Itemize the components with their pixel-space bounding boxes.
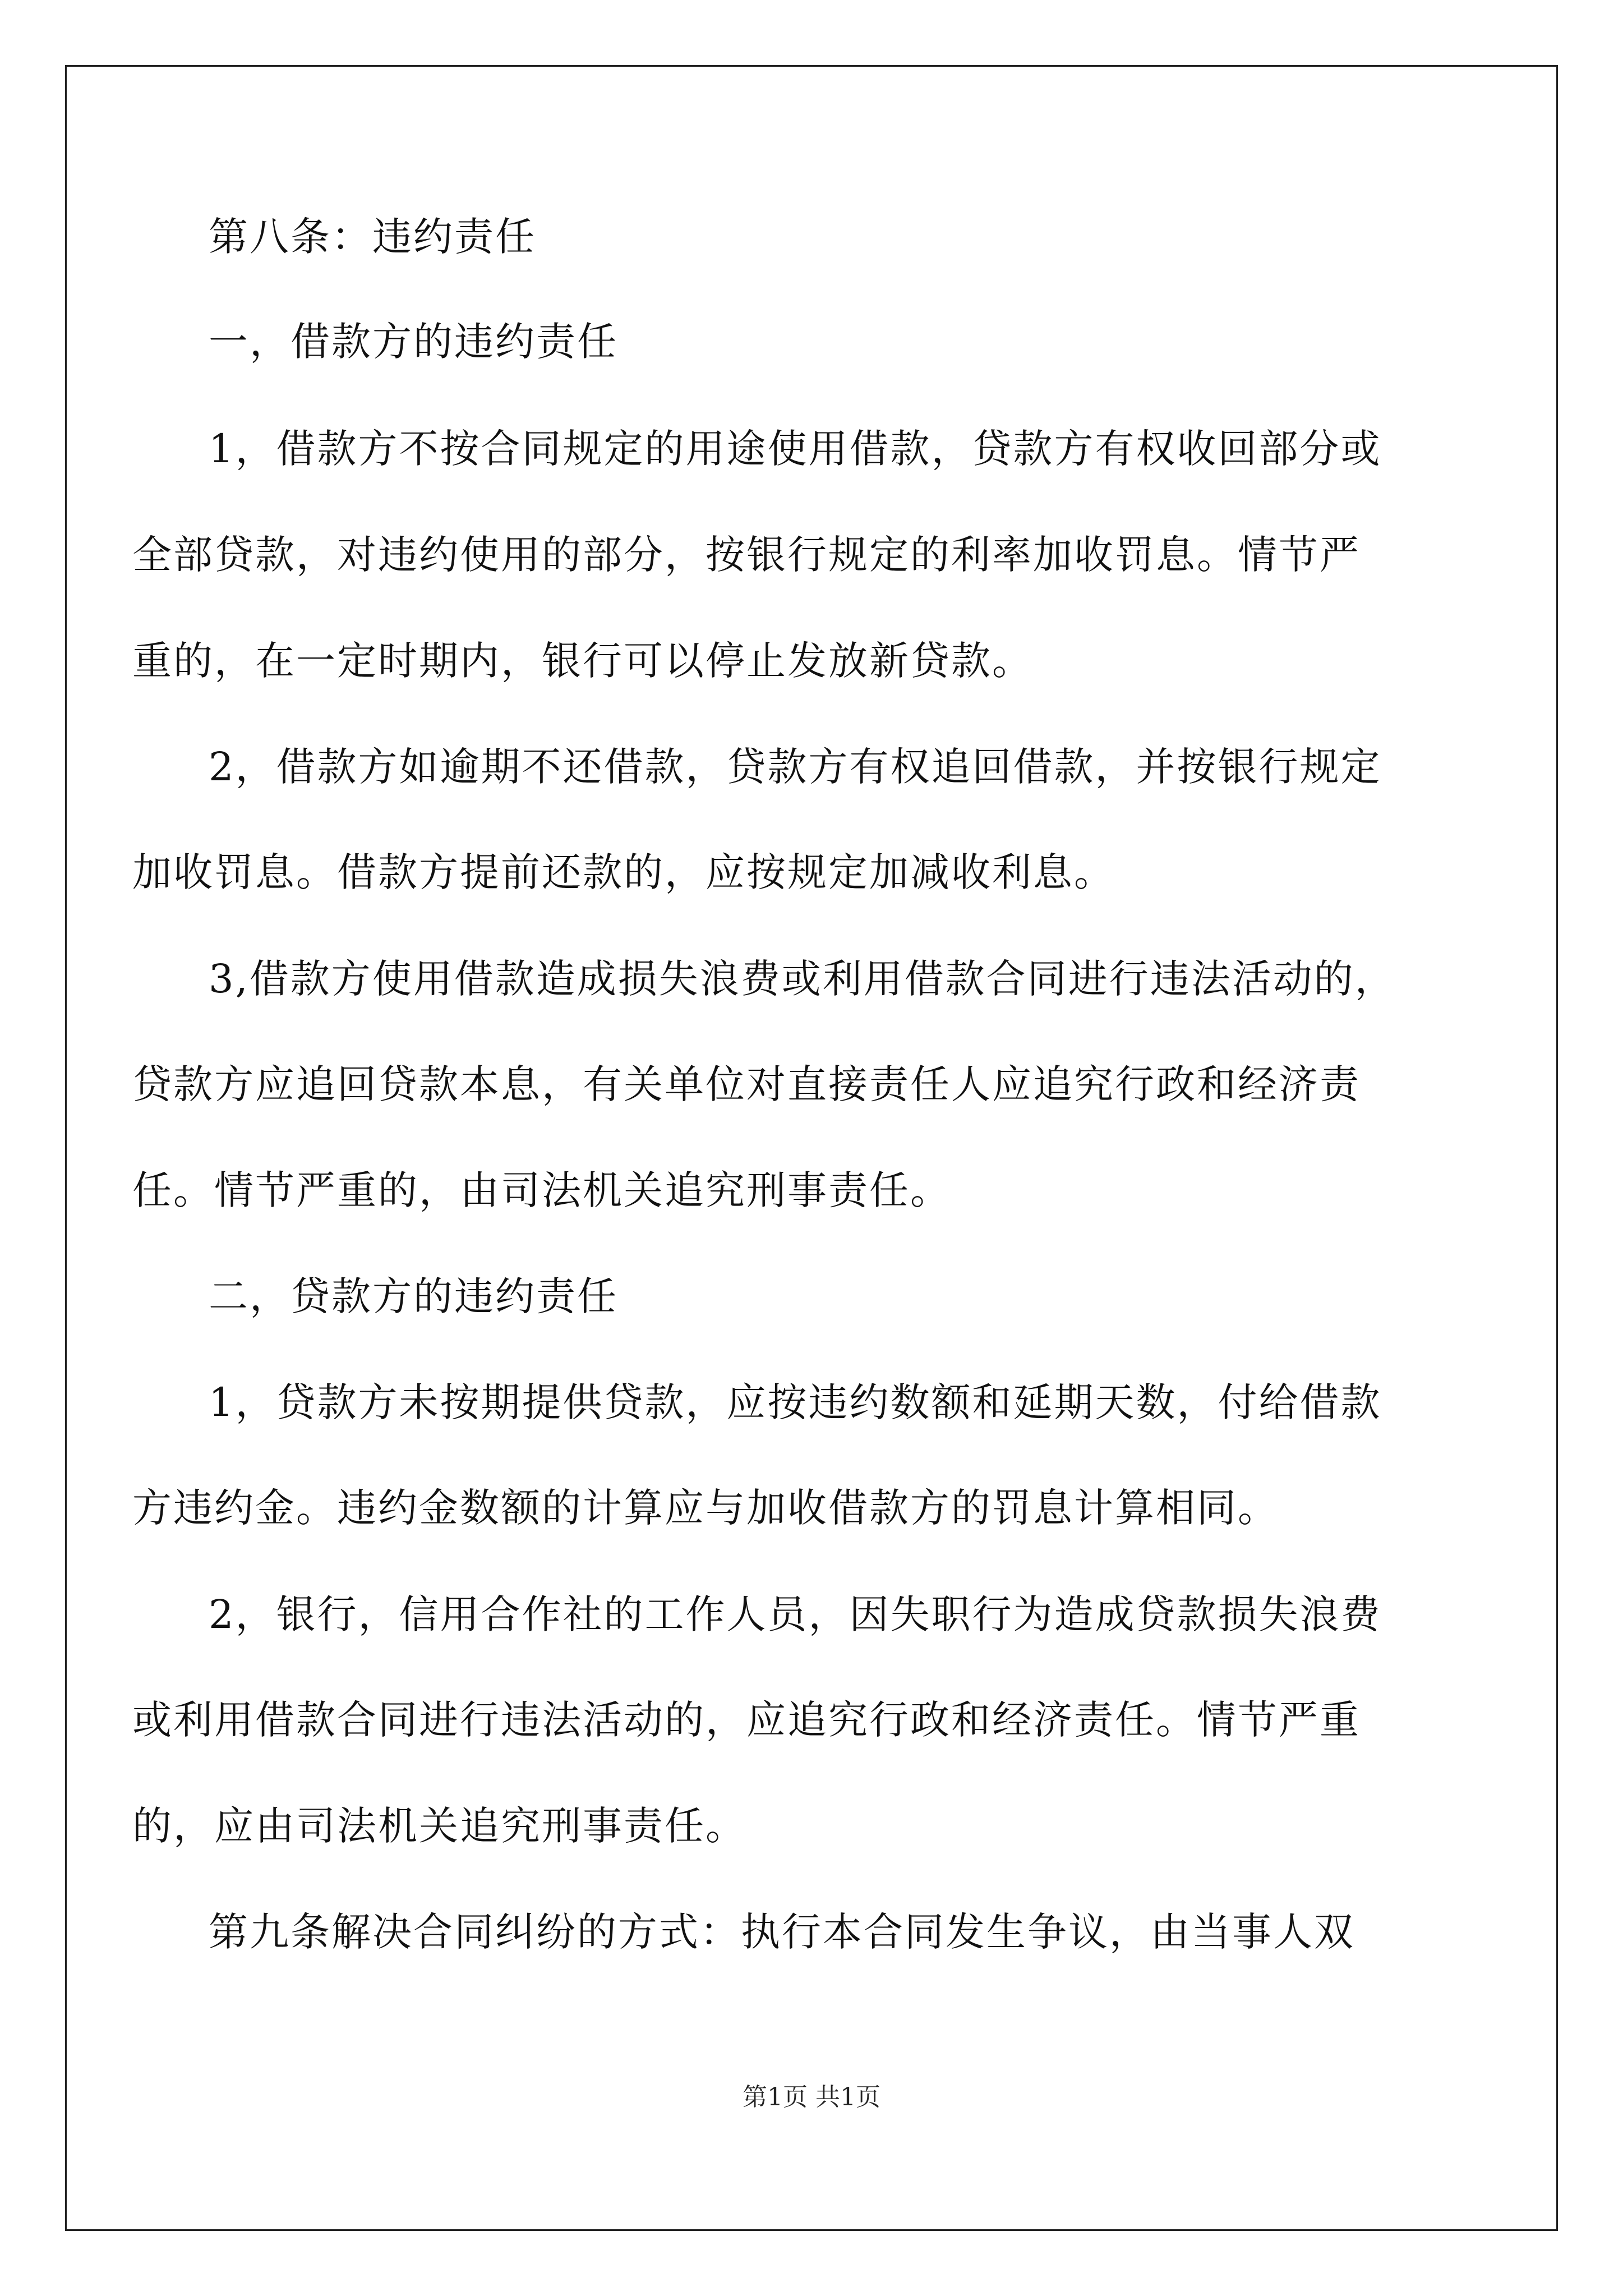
section-1-heading: 一，借款方的违约责任 xyxy=(209,319,618,365)
paragraph-line: 全部贷款，对违约使用的部分，按银行规定的利率加收罚息。情节严 xyxy=(132,532,1361,578)
paragraph-line: 方违约金。违约金数额的计算应与加收借款方的罚息计算相同。 xyxy=(132,1485,1279,1531)
page-border xyxy=(65,65,1558,2231)
paragraph-line: 2，银行，信用合作社的工作人员，因失职行为造成贷款损失浪费 xyxy=(209,1591,1382,1637)
paragraph-line: 3,借款方使用借款造成损失浪费或利用借款合同进行违法活动的， xyxy=(209,956,1396,1002)
paragraph-line: 任。情节严重的，由司法机关追究刑事责任。 xyxy=(132,1167,951,1213)
paragraph-line: 贷款方应追回贷款本息，有关单位对直接责任人应追究行政和经济责 xyxy=(132,1061,1361,1107)
page-footer: 第1页 共1页 xyxy=(743,2083,880,2111)
article-8-heading: 第八条：违约责任 xyxy=(209,214,536,260)
paragraph-line: 的，应由司法机关追究刑事责任。 xyxy=(132,1803,746,1849)
paragraph-line: 重的，在一定时期内，银行可以停止发放新贷款。 xyxy=(132,638,1033,684)
section-2-heading: 二，贷款方的违约责任 xyxy=(209,1273,618,1319)
paragraph-line: 1，贷款方未按期提供贷款，应按违约数额和延期天数，付给借款 xyxy=(209,1379,1382,1425)
paragraph-line: 或利用借款合同进行违法活动的，应追究行政和经济责任。情节严重 xyxy=(132,1697,1361,1743)
paragraph-line: 加收罚息。借款方提前还款的，应按规定加减收利息。 xyxy=(132,849,1115,895)
article-9-heading: 第九条解决合同纠纷的方式：执行本合同发生争议，由当事人双 xyxy=(209,1909,1355,1955)
paragraph-line: 2，借款方如逾期不还借款，贷款方有权追回借款，并按银行规定 xyxy=(209,744,1382,790)
paragraph-line: 1，借款方不按合同规定的用途使用借款，贷款方有权收回部分或 xyxy=(209,426,1382,472)
